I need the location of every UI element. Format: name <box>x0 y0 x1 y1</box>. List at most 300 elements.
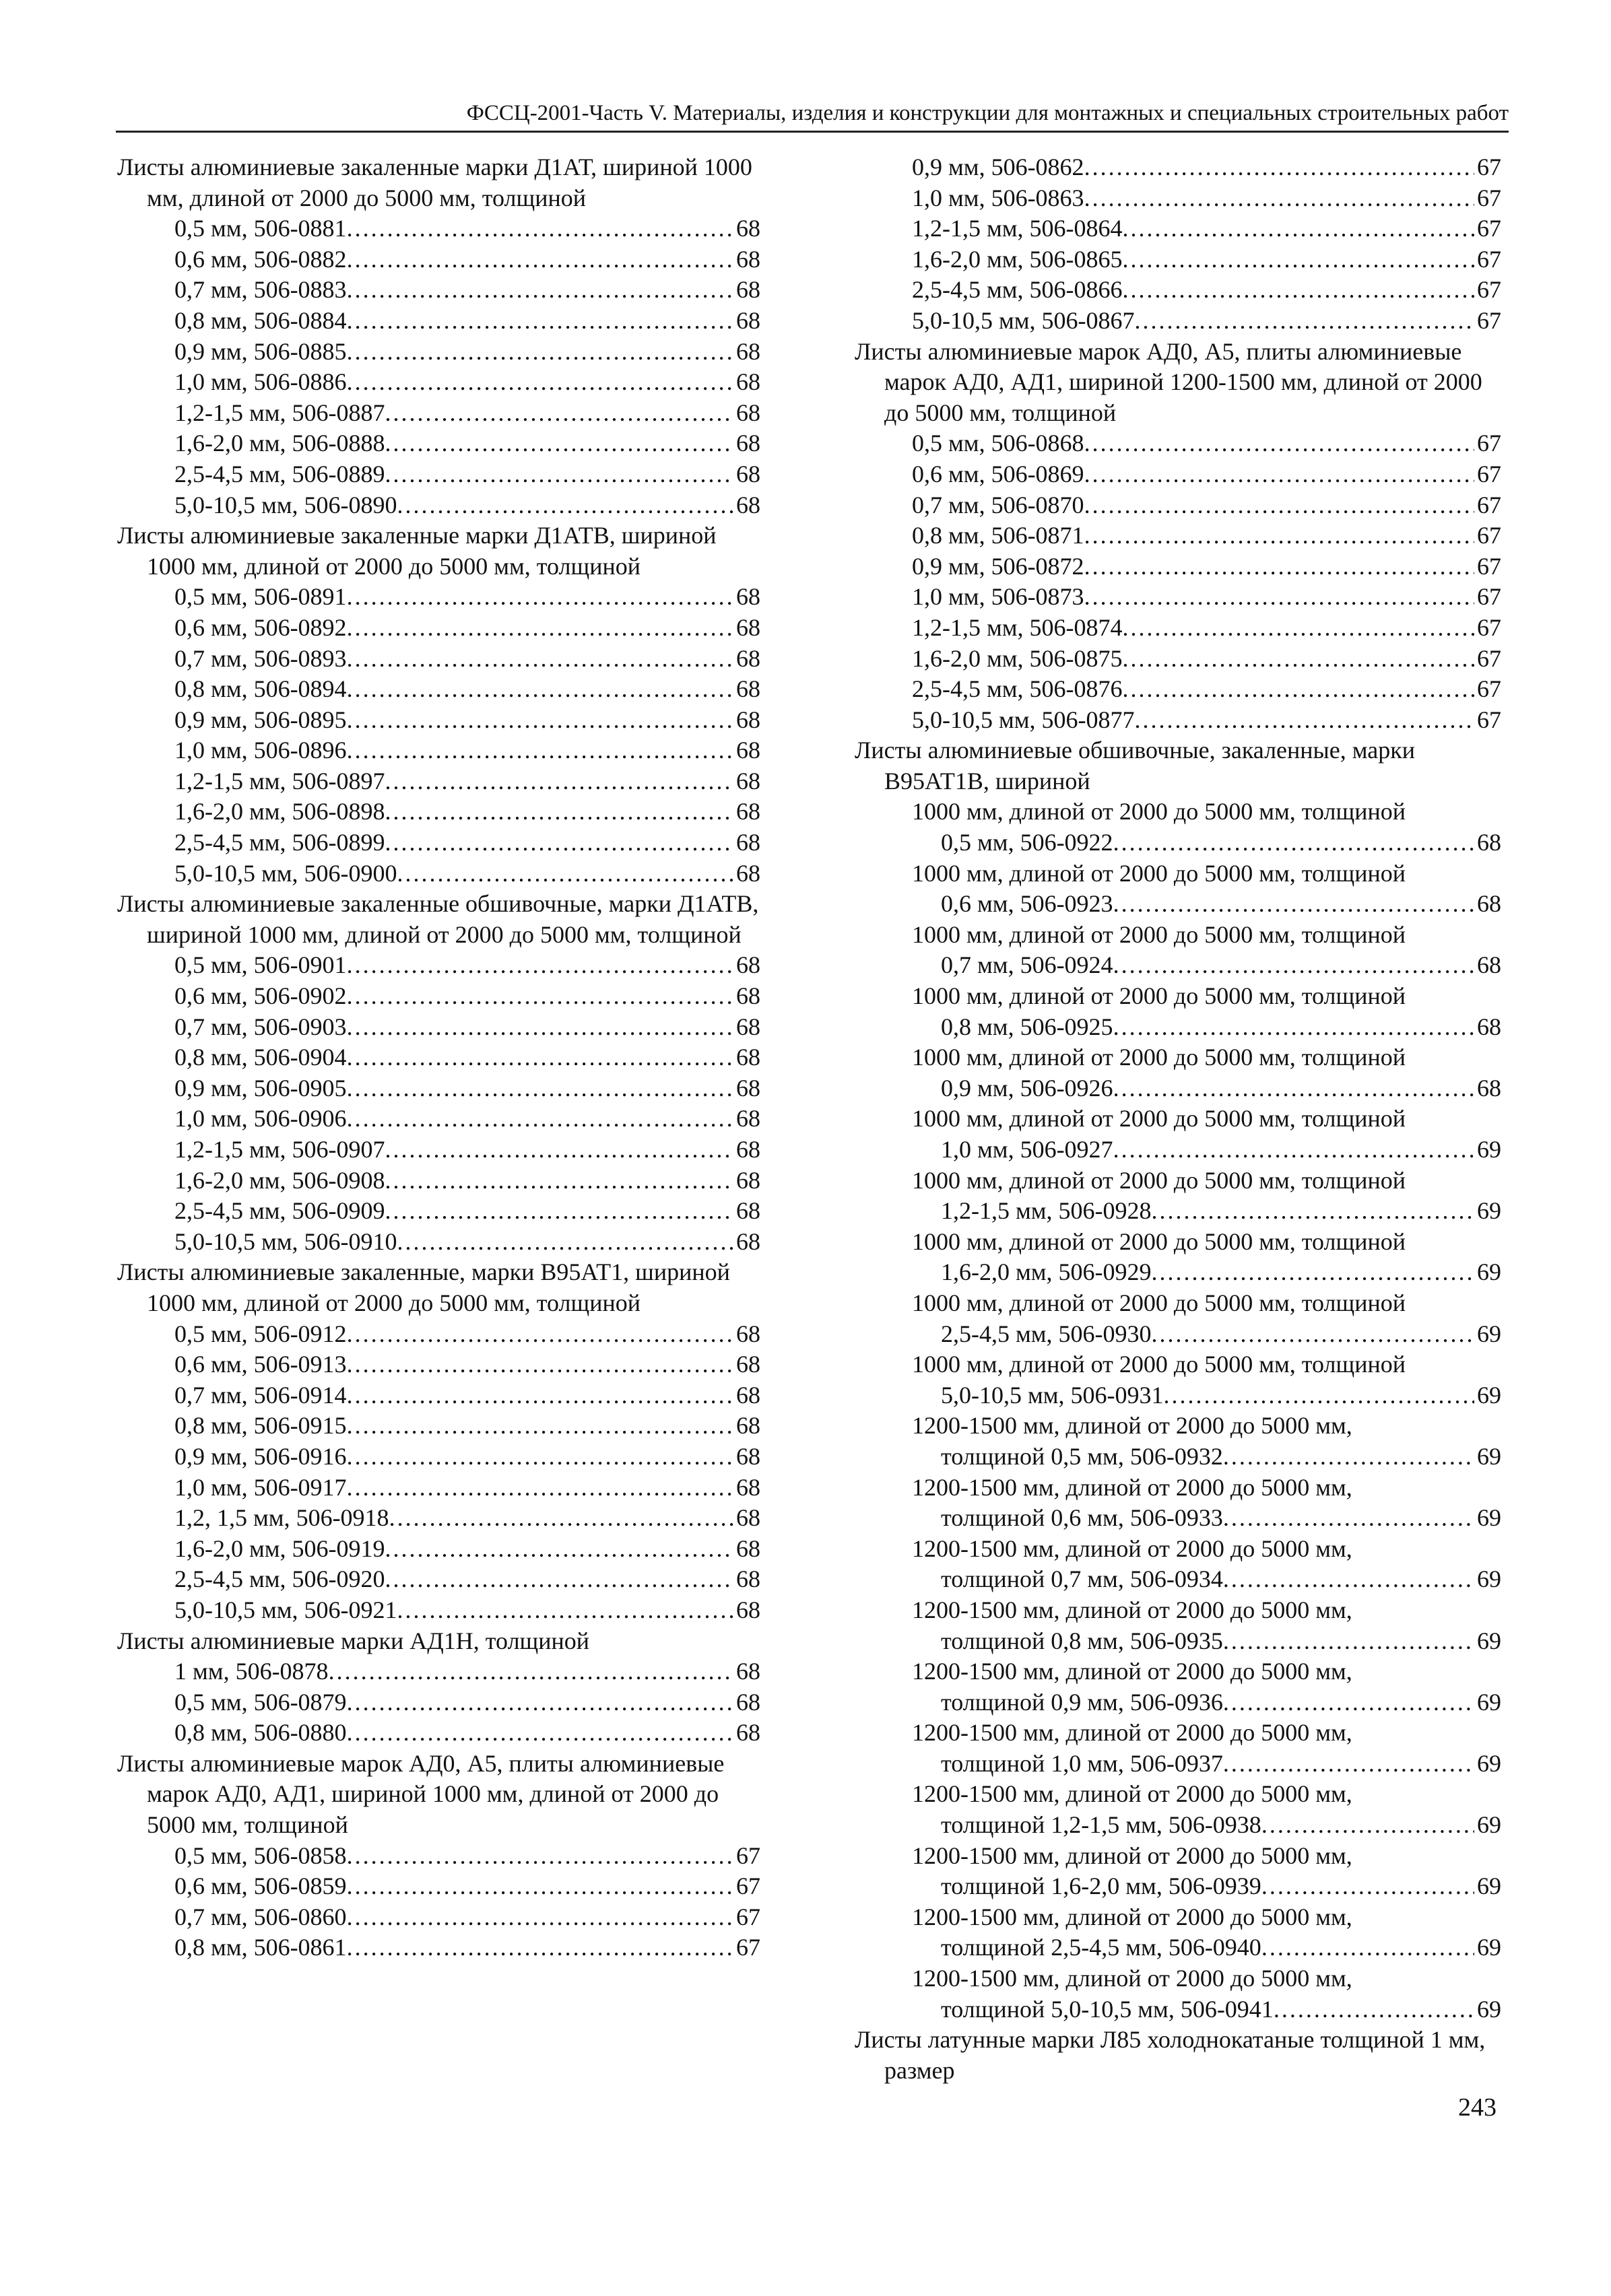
index-entry-lead: 1200-1500 мм, длиной от 2000 до 5000 мм, <box>912 1965 1352 1992</box>
index-group-title: Листы алюминиевые обшивочные, закаленные, марки В95АТ1В, шириной <box>855 737 1415 795</box>
index-entry-label: 2,5-4,5 мм, 506-0889 <box>174 460 385 487</box>
index-entry-page: 67 <box>1477 245 1501 273</box>
dot-leader <box>1164 1380 1474 1411</box>
dot-leader <box>385 1135 733 1166</box>
dot-leader <box>347 244 733 275</box>
index-entry <box>117 644 760 675</box>
index-entry-page: 68 <box>736 1197 760 1225</box>
index-entry-page: 68 <box>736 1442 760 1470</box>
dot-leader <box>1223 1442 1474 1473</box>
index-entry-page: 69 <box>1477 1197 1501 1225</box>
index-entry-page: 67 <box>1477 613 1501 641</box>
index-entry-page: 67 <box>1477 706 1501 733</box>
index-entry-page: 68 <box>736 1473 760 1501</box>
index-entry-page: 69 <box>1477 1381 1501 1409</box>
index-entry <box>855 306 1501 337</box>
dot-leader <box>389 1503 733 1534</box>
index-entry <box>117 1595 760 1626</box>
index-entry-page: 69 <box>1477 1627 1501 1654</box>
index-entry-page: 68 <box>736 245 760 273</box>
index-entry-page: 68 <box>736 829 760 856</box>
index-entry <box>117 1534 760 1565</box>
index-entry <box>117 950 760 981</box>
index-entry <box>855 828 1501 858</box>
index-entry <box>117 1012 760 1043</box>
index-entry <box>855 1932 1501 1963</box>
index-entry-page: 68 <box>736 798 760 825</box>
index-entry-page: 68 <box>736 675 760 703</box>
index-entry-page: 68 <box>736 583 760 611</box>
index-entry-label: 0,8 мм, 506-0925 <box>941 1013 1113 1040</box>
index-entry-page: 67 <box>736 1903 760 1930</box>
index-entry <box>117 1042 760 1073</box>
index-entry <box>855 490 1501 521</box>
dot-leader <box>385 1564 733 1595</box>
dot-leader <box>347 735 733 766</box>
index-entry-page: 68 <box>736 1534 760 1562</box>
dot-leader <box>397 1227 733 1258</box>
index-entry <box>117 1871 760 1902</box>
index-group-title: Листы алюминиевые закаленные марки Д1АТВ, шириной 1000 мм, длиной от 2000 до 5000 мм, толщиной <box>117 522 717 580</box>
index-entry-lead: 1200-1500 мм, длиной от 2000 до 5000 мм, <box>912 1842 1352 1869</box>
dot-leader <box>347 1104 733 1135</box>
dot-leader <box>347 705 733 736</box>
index-entry-label: 1,2-1,5 мм, 506-0907 <box>174 1136 385 1163</box>
index-entry <box>117 1656 760 1687</box>
dot-leader <box>1223 1749 1474 1780</box>
index-entry <box>855 1564 1501 1595</box>
dot-leader <box>1152 1319 1474 1350</box>
index-entry-label: 2,5-4,5 мм, 506-0909 <box>174 1197 385 1225</box>
index-entry-page: 68 <box>736 1227 760 1255</box>
index-entry-page: 67 <box>736 1872 760 1900</box>
dot-leader <box>347 981 733 1012</box>
index-entry <box>855 950 1501 981</box>
index-entry-page: 69 <box>1477 1136 1501 1163</box>
dot-leader <box>1084 520 1474 551</box>
index-group-title: Листы алюминиевые закаленные обшивочные, марки Д1АТВ, шириной 1000 мм, длиной от 2000 до 5000 мм, толщиной <box>117 890 759 948</box>
index-entry-page: 68 <box>736 1074 760 1102</box>
dot-leader <box>1084 582 1474 613</box>
index-entry-lead: 1000 мм, длиной от 2000 до 5000 мм, толщиной <box>912 798 1406 825</box>
index-entry-lead: 1000 мм, длиной от 2000 до 5000 мм, толщиной <box>912 982 1406 1010</box>
dot-leader <box>397 490 733 521</box>
index-entry-page: 67 <box>1477 184 1501 211</box>
dot-leader <box>347 1902 733 1933</box>
index-entry-label: толщиной 1,6-2,0 мм, 506-0939 <box>941 1872 1261 1900</box>
index-entry-page: 69 <box>1477 1442 1501 1470</box>
index-entry-label: 0,7 мм, 506-0903 <box>174 1013 347 1040</box>
index-entry <box>855 459 1501 490</box>
index-entry-page: 68 <box>736 1351 760 1378</box>
index-entry <box>855 1994 1501 2025</box>
index-entry-lead: 1200-1500 мм, длиной от 2000 до 5000 мм, <box>912 1473 1352 1501</box>
index-entry-page: 67 <box>1477 154 1501 180</box>
index-entry-page: 68 <box>736 1688 760 1716</box>
index-entry-label: 0,8 мм, 506-0884 <box>174 306 347 334</box>
index-entry-label: 0,5 мм, 506-0881 <box>174 215 347 242</box>
index-entry-label: 5,0-10,5 мм, 506-0890 <box>174 491 397 518</box>
dot-leader <box>1123 674 1474 705</box>
index-entry <box>855 244 1501 275</box>
index-group-title: Листы алюминиевые марки АД1Н, толщиной <box>117 1627 590 1654</box>
index-entry-page: 68 <box>1477 951 1501 979</box>
dot-leader <box>347 613 733 644</box>
index-entry <box>117 459 760 490</box>
index-entry-page: 69 <box>1477 1749 1501 1777</box>
index-entry-lead: 1000 мм, длиной от 2000 до 5000 мм, толщиной <box>912 1044 1406 1071</box>
dot-leader <box>1223 1564 1474 1595</box>
index-entry-page: 69 <box>1477 1934 1501 1961</box>
index-entry <box>855 520 1501 551</box>
index-entry-page: 68 <box>736 1320 760 1347</box>
index-entry-page: 68 <box>736 1136 760 1163</box>
index-entry-page: 68 <box>736 460 760 487</box>
index-entry-label: 0,5 мм, 506-0912 <box>174 1320 347 1347</box>
index-entry-lead: 1000 мм, длиной от 2000 до 5000 мм, толщиной <box>912 1351 1406 1378</box>
dot-leader <box>1113 1135 1474 1166</box>
index-entry-label: 0,5 мм, 506-0858 <box>174 1842 347 1869</box>
index-entry <box>855 1073 1501 1104</box>
index-entry-page: 69 <box>1477 1688 1501 1716</box>
index-entry-page: 68 <box>736 430 760 457</box>
index-entry <box>855 1319 1501 1350</box>
dot-leader <box>385 1166 733 1196</box>
index-entry-label: толщиной 1,0 мм, 506-0937 <box>941 1749 1223 1777</box>
index-entry <box>855 644 1501 675</box>
dot-leader <box>347 1380 733 1411</box>
index-entry-label: 0,8 мм, 506-0861 <box>174 1934 347 1961</box>
index-entry-page: 68 <box>736 1412 760 1440</box>
index-entry <box>855 582 1501 613</box>
index-entry-page: 67 <box>1477 644 1501 672</box>
index-entry-page: 69 <box>1477 1811 1501 1839</box>
index-entry-lead: 1200-1500 мм, длиной от 2000 до 5000 мм, <box>912 1596 1352 1623</box>
dot-leader <box>347 1841 733 1872</box>
index-entry-label: 5,0-10,5 мм, 506-0867 <box>912 306 1135 334</box>
index-entry-lead: 1000 мм, длиной от 2000 до 5000 мм, толщиной <box>912 859 1406 887</box>
index-entry-page: 68 <box>736 215 760 242</box>
index-entry-page: 68 <box>736 737 760 764</box>
index-entry-label: 0,9 мм, 506-0905 <box>174 1074 347 1102</box>
index-entry-page: 67 <box>1477 552 1501 580</box>
index-entry <box>855 428 1501 459</box>
index-entry-page: 68 <box>736 1013 760 1040</box>
index-column-left <box>117 152 760 1963</box>
index-entry-page: 68 <box>736 706 760 733</box>
index-group-title: Листы латунные марки Л85 холоднокатаные толщиной 1 мм, размер <box>855 2026 1486 2084</box>
index-entry <box>117 306 760 337</box>
index-entry-label: 0,6 мм, 506-0882 <box>174 245 347 273</box>
index-entry-page: 68 <box>736 1044 760 1071</box>
dot-leader <box>1152 1196 1474 1227</box>
index-entry-page: 67 <box>1477 215 1501 242</box>
index-entry <box>855 1687 1501 1718</box>
index-entry <box>117 1411 760 1442</box>
index-entry-label: 1,2-1,5 мм, 506-0928 <box>941 1197 1152 1225</box>
index-entry-label: 0,9 мм, 506-0862 <box>912 154 1084 180</box>
index-entry <box>117 613 760 644</box>
dot-leader <box>1084 152 1474 183</box>
index-entry-label: 0,7 мм, 506-0883 <box>174 276 347 304</box>
index-entry <box>117 1196 760 1227</box>
index-entry-page: 68 <box>736 1381 760 1409</box>
dot-leader <box>385 1534 733 1565</box>
dot-leader <box>1084 428 1474 459</box>
index-entry-page: 69 <box>1477 1995 1501 2023</box>
index-entry-label: 0,9 мм, 506-0895 <box>174 706 347 733</box>
index-entry-page: 68 <box>736 1565 760 1593</box>
index-entry-label: 1,2, 1,5 мм, 506-0918 <box>174 1504 389 1532</box>
index-entry-label: толщиной 5,0-10,5 мм, 506-0941 <box>941 1995 1274 2023</box>
index-entry-page: 69 <box>1477 1504 1501 1532</box>
index-entry-page: 69 <box>1477 1320 1501 1347</box>
index-group-title: Листы алюминиевые закаленные марки Д1АТ, шириной 1000 мм, длиной от 2000 до 5000 мм, толщиной <box>117 154 752 211</box>
dot-leader <box>385 398 733 429</box>
index-entry-label: 1,0 мм, 506-0917 <box>174 1473 347 1501</box>
page-number: 243 <box>1458 2093 1497 2122</box>
index-entry-lead: 1000 мм, длиной от 2000 до 5000 мм, толщиной <box>912 1105 1406 1133</box>
dot-leader <box>397 1595 733 1626</box>
index-entry-page: 68 <box>736 1658 760 1685</box>
index-entry <box>855 889 1501 920</box>
dot-leader <box>1113 1073 1474 1104</box>
dot-leader <box>385 1196 733 1227</box>
index-entry <box>855 1196 1501 1227</box>
dot-leader <box>1123 613 1474 644</box>
dot-leader <box>385 428 733 459</box>
dot-leader <box>347 674 733 705</box>
index-entry-lead: 1000 мм, длиной от 2000 до 5000 мм, толщиной <box>912 1227 1406 1255</box>
index-entry-label: 1 мм, 506-0878 <box>174 1658 329 1685</box>
index-entry-label: 0,9 мм, 506-0872 <box>912 552 1084 580</box>
index-entry-page: 68 <box>736 1504 760 1532</box>
index-entry-label: толщиной 2,5-4,5 мм, 506-0940 <box>941 1934 1261 1961</box>
index-entry <box>117 1104 760 1135</box>
dot-leader <box>347 1687 733 1718</box>
index-entry <box>117 1932 760 1963</box>
index-entry-page: 68 <box>736 1596 760 1623</box>
index-entry-label: 1,6-2,0 мм, 506-0888 <box>174 430 385 457</box>
index-entry <box>117 1319 760 1350</box>
dot-leader <box>347 367 733 398</box>
dot-leader <box>347 1932 733 1963</box>
dot-leader <box>1084 459 1474 490</box>
index-entry <box>117 705 760 736</box>
dot-leader <box>397 858 733 889</box>
dot-leader <box>347 644 733 675</box>
index-entry <box>855 1380 1501 1411</box>
index-entry <box>855 674 1501 705</box>
index-entry <box>117 1564 760 1595</box>
index-entry-label: толщиной 0,8 мм, 506-0935 <box>941 1627 1223 1654</box>
index-entry <box>855 1810 1501 1841</box>
index-entry-page: 68 <box>736 613 760 641</box>
index-entry <box>117 428 760 459</box>
index-entry <box>117 337 760 368</box>
dot-leader <box>1261 1932 1474 1963</box>
dot-leader <box>347 1349 733 1380</box>
index-entry-lead: 1000 мм, длиной от 2000 до 5000 мм, толщиной <box>912 1166 1406 1194</box>
index-entry-label: 5,0-10,5 мм, 506-0877 <box>912 706 1135 733</box>
dot-leader <box>347 950 733 981</box>
index-entry-lead: 1200-1500 мм, длиной от 2000 до 5000 мм, <box>912 1412 1352 1440</box>
index-entry <box>855 1442 1501 1473</box>
index-entry-label: 0,5 мм, 506-0901 <box>174 951 347 979</box>
index-entry <box>117 244 760 275</box>
index-entry <box>117 1442 760 1473</box>
index-entry-label: 5,0-10,5 мм, 506-0900 <box>174 859 397 887</box>
dot-leader <box>1123 244 1474 275</box>
index-entry-label: 5,0-10,5 мм, 506-0931 <box>941 1381 1164 1409</box>
index-entry <box>855 1257 1501 1288</box>
index-entry <box>117 1166 760 1196</box>
dot-leader <box>1135 705 1474 736</box>
dot-leader <box>1261 1871 1474 1902</box>
dot-leader <box>1223 1687 1474 1718</box>
index-entry-label: 1,2-1,5 мм, 506-0874 <box>912 613 1123 641</box>
dot-leader <box>1123 644 1474 675</box>
index-entry <box>855 1626 1501 1657</box>
dot-leader <box>1113 828 1474 858</box>
index-entry-label: 1,0 мм, 506-0886 <box>174 368 347 396</box>
dot-leader <box>347 582 733 613</box>
index-column-right <box>855 152 1501 2086</box>
index-entry-label: 5,0-10,5 мм, 506-0910 <box>174 1227 397 1255</box>
index-entry <box>117 398 760 429</box>
dot-leader <box>347 1319 733 1350</box>
index-group-title: Листы алюминиевые марок АД0, А5, плиты алюминиевые марок АД0, АД1, шириной 1000 мм, длиной от 2000 до 5000 мм, толщиной <box>117 1749 725 1839</box>
dot-leader <box>1084 183 1474 214</box>
index-entry-page: 68 <box>736 337 760 365</box>
index-entry-label: 1,0 мм, 506-0927 <box>941 1136 1113 1163</box>
index-entry <box>117 582 760 613</box>
dot-leader <box>347 337 733 368</box>
index-entry-page: 68 <box>736 1719 760 1747</box>
index-entry-lead: 1200-1500 мм, длиной от 2000 до 5000 мм, <box>912 1903 1352 1930</box>
index-entry-page: 68 <box>736 859 760 887</box>
index-entry <box>855 275 1501 306</box>
index-entry <box>855 1749 1501 1780</box>
index-entry-label: 1,0 мм, 506-0863 <box>912 184 1084 211</box>
index-entry-label: 0,8 мм, 506-0880 <box>174 1719 347 1747</box>
index-entry-label: толщиной 0,6 мм, 506-0933 <box>941 1504 1223 1532</box>
dot-leader <box>1274 1994 1474 2025</box>
index-entry <box>117 1073 760 1104</box>
index-entry <box>855 551 1501 582</box>
index-entry-page: 68 <box>736 306 760 334</box>
index-entry <box>855 1871 1501 1902</box>
index-group-title: Листы алюминиевые марок АД0, А5, плиты алюминиевые марок АД0, АД1, шириной 1200-1500 мм, длиной от 2000 до 5000 мм, толщиной <box>855 337 1482 426</box>
index-entry-label: толщиной 0,7 мм, 506-0934 <box>941 1565 1223 1593</box>
index-entry <box>117 1503 760 1534</box>
index-entry-label: 0,6 мм, 506-0869 <box>912 460 1084 487</box>
index-entry-label: 0,7 мм, 506-0870 <box>912 491 1084 518</box>
index-entry-lead: 1200-1500 мм, длиной от 2000 до 5000 мм, <box>912 1719 1352 1747</box>
index-entry <box>117 490 760 521</box>
index-entry-label: 1,6-2,0 мм, 506-0908 <box>174 1166 385 1194</box>
index-entry-page: 68 <box>736 399 760 426</box>
index-entry-page: 67 <box>1477 306 1501 334</box>
index-entry-label: 1,2-1,5 мм, 506-0887 <box>174 399 385 426</box>
index-entry-label: толщиной 1,2-1,5 мм, 506-0938 <box>941 1811 1261 1839</box>
index-entry <box>117 858 760 889</box>
dot-leader <box>385 459 733 490</box>
index-entry-page: 69 <box>1477 1872 1501 1900</box>
index-entry-page: 67 <box>1477 276 1501 304</box>
index-entry-page: 68 <box>736 982 760 1010</box>
index-entry-lead: 1200-1500 мм, длиной от 2000 до 5000 мм, <box>912 1658 1352 1685</box>
index-entry-label: 0,8 мм, 506-0904 <box>174 1044 347 1071</box>
index-entry-page: 68 <box>1477 829 1501 856</box>
index-entry <box>855 183 1501 214</box>
dot-leader <box>347 306 733 337</box>
dot-leader <box>1135 306 1474 337</box>
index-entry-label: 0,5 мм, 506-0868 <box>912 430 1084 457</box>
index-entry-label: 1,2-1,5 мм, 506-0864 <box>912 215 1123 242</box>
dot-leader <box>1084 490 1474 521</box>
index-entry-label: 1,6-2,0 мм, 506-0875 <box>912 644 1123 672</box>
index-entry <box>117 213 760 244</box>
running-header: ФССЦ-2001-Часть V. Материалы, изделия и конструкции для монтажных и специальных строительных работ <box>466 101 1509 125</box>
dot-leader <box>1113 889 1474 920</box>
index-entry-label: 2,5-4,5 мм, 506-0866 <box>912 276 1123 304</box>
index-entry-label: 0,8 мм, 506-0915 <box>174 1412 347 1440</box>
index-entry-label: 0,9 мм, 506-0926 <box>941 1074 1113 1102</box>
index-entry-label: 2,5-4,5 мм, 506-0899 <box>174 829 385 856</box>
index-entry-label: 0,9 мм, 506-0885 <box>174 337 347 365</box>
index-entry-page: 67 <box>736 1934 760 1961</box>
index-entry-lead: 1200-1500 мм, длиной от 2000 до 5000 мм, <box>912 1780 1352 1808</box>
dot-leader <box>347 1411 733 1442</box>
index-entry-label: толщиной 0,5 мм, 506-0932 <box>941 1442 1223 1470</box>
dot-leader <box>1123 275 1474 306</box>
dot-leader <box>347 213 733 244</box>
index-entry-label: 0,8 мм, 506-0871 <box>912 522 1084 549</box>
dot-leader <box>1223 1503 1474 1534</box>
dot-leader <box>347 1871 733 1902</box>
index-entry-page: 68 <box>736 1105 760 1133</box>
index-entry-page: 68 <box>736 276 760 304</box>
index-entry-page: 68 <box>736 767 760 795</box>
index-entry <box>117 674 760 705</box>
dot-leader <box>1084 551 1474 582</box>
index-entry-label: 0,6 мм, 506-0902 <box>174 982 347 1010</box>
dot-leader <box>347 275 733 306</box>
dot-leader <box>347 1042 733 1073</box>
index-entry-lead: 1000 мм, длиной от 2000 до 5000 мм, толщиной <box>912 1289 1406 1316</box>
header-rule <box>116 131 1509 133</box>
index-entry-page: 68 <box>736 491 760 518</box>
dot-leader <box>1113 950 1474 981</box>
index-entry-label: 2,5-4,5 мм, 506-0876 <box>912 675 1123 703</box>
index-entry <box>117 1718 760 1749</box>
index-entry-page: 67 <box>1477 522 1501 549</box>
index-entry-label: 0,8 мм, 506-0894 <box>174 675 347 703</box>
dot-leader <box>347 1442 733 1473</box>
index-entry-label: 1,6-2,0 мм, 506-0919 <box>174 1534 385 1562</box>
index-entry-page: 68 <box>736 368 760 396</box>
dot-leader <box>347 1012 733 1043</box>
index-entry-label: 0,7 мм, 506-0893 <box>174 644 347 672</box>
index-entry <box>117 1227 760 1258</box>
dot-leader <box>1113 1012 1474 1043</box>
index-entry-page: 68 <box>736 644 760 672</box>
index-entry-label: 0,6 мм, 506-0923 <box>941 890 1113 918</box>
dot-leader <box>347 1073 733 1104</box>
index-entry-label: 0,6 мм, 506-0892 <box>174 613 347 641</box>
index-entry-page: 67 <box>1477 583 1501 611</box>
